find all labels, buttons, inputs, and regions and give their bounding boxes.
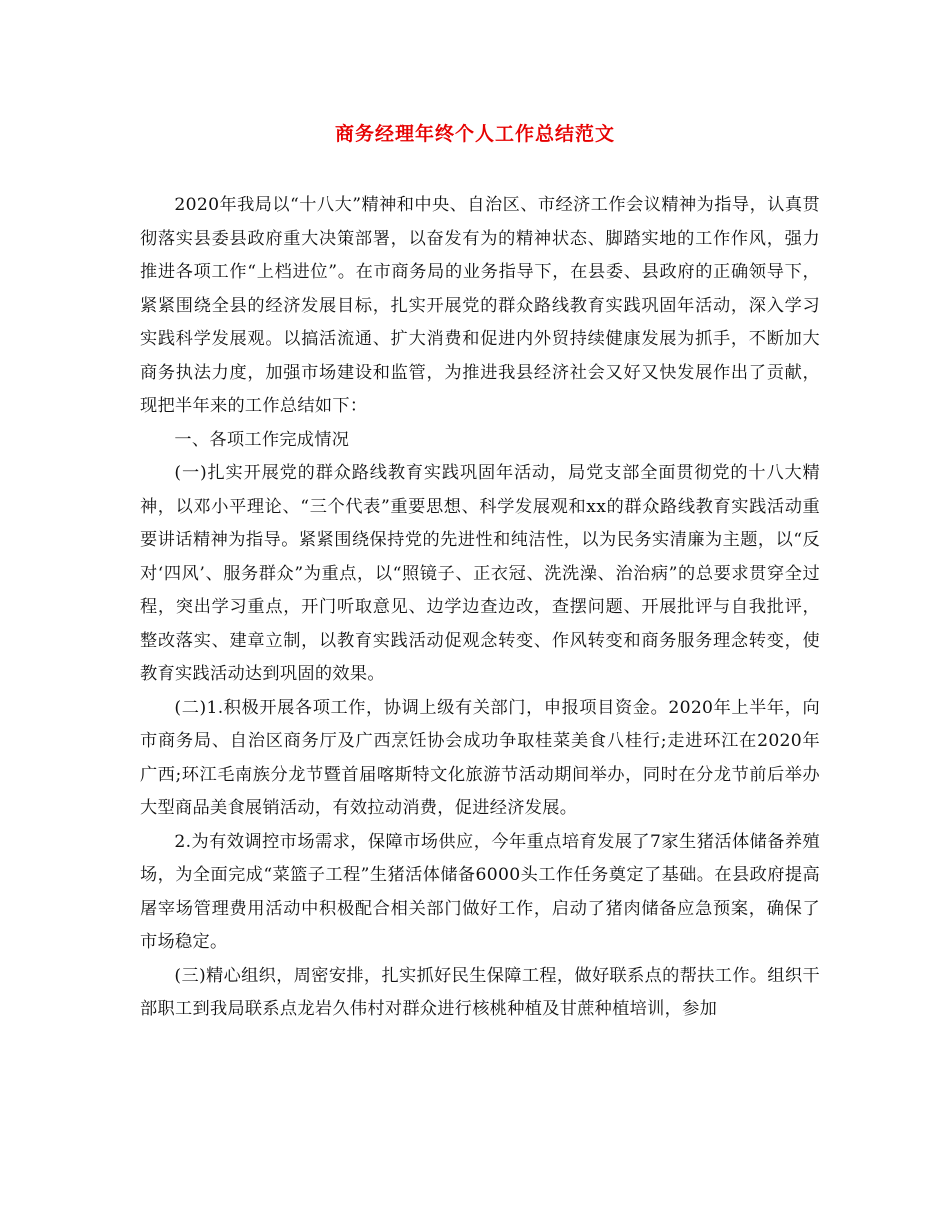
paragraph-section-1: (一)扎实开展党的群众路线教育实践巩固年活动，局党支部全面贯彻党的十八大精神，以邓小平理论、“三个代表”重要思想、科学发展观和xx的群众路线教育实践活动重要讲话精神为指导。紧紧围绕保持党的先进性和纯洁性，以为民务实清廉为主题，以“反对‘四风’、服务群众”为重点，以“照镜子、正衣冠、洗洗澡、治治病”的总要求贯穿全过程，突出学习重点，开门听取意见、边学边查边改，查摆问题、开展批评与自我批评，整改落实、建章立制，以教育实践活动促观念转变、作风转变和商务服务理念转变，使教育实践活动达到巩固的效果。: [140, 463, 820, 684]
document-body: [140, 189, 820, 1027]
paragraph-section-2-item-1: (二)1.积极开展各项工作，协调上级有关部门，申报项目资金。2020年上半年，向市商务局、自治区商务厅及广西烹饪协会成功争取桂菜美食八桂行;走进环江在2020年广西;环江毛南族分龙节暨首届喀斯特文化旅游节活动期间举办，同时在分龙节前后举办大型商品美食展销活动，有效拉动消费，促进经济发展。: [140, 697, 820, 818]
paragraph-intro: 2020年我局以“十八大”精神和中央、自治区、市经济工作会议精神为指导，认真贯彻落实县委县政府重大决策部署，以奋发有为的精神状态、脚踏实地的工作作风，强力推进各项工作“上档进位”。在市商务局的业务指导下，在县委、县政府的正确领导下，紧紧围绕全县的经济发展目标，扎实开展党的群众路线教育实践巩固年活动，深入学习实践科学发展观。以搞活流通、扩大消费和促进内外贸持续健康发展为抓手，不断加大商务执法力度，加强市场建设和监管，为推进我县经济社会又好又快发展作出了贡献，现把半年来的工作总结如下：: [140, 195, 820, 416]
paragraph-section-2-item-2: 2.为有效调控市场需求，保障市场供应，今年重点培育发展了7家生猪活体储备养殖场，为全面完成“菜篮子工程”生猪活体储备6000头工作任务奠定了基础。在县政府提高屠宰场管理费用活动中积极配合相关部门做好工作，启动了猪肉储备应急预案，确保了市场稳定。: [140, 831, 820, 952]
section-heading-1: 一、各项工作完成情况: [174, 429, 350, 450]
paragraph-section-3: (三)精心组织，周密安排，扎实抓好民生保障工程，做好联系点的帮扶工作。组织干部职工到我局联系点龙岩久伟村对群众进行核桃种植及甘蔗种植培训，参加: [140, 965, 820, 1019]
document-title: 商务经理年终个人工作总结范文: [334, 123, 615, 145]
